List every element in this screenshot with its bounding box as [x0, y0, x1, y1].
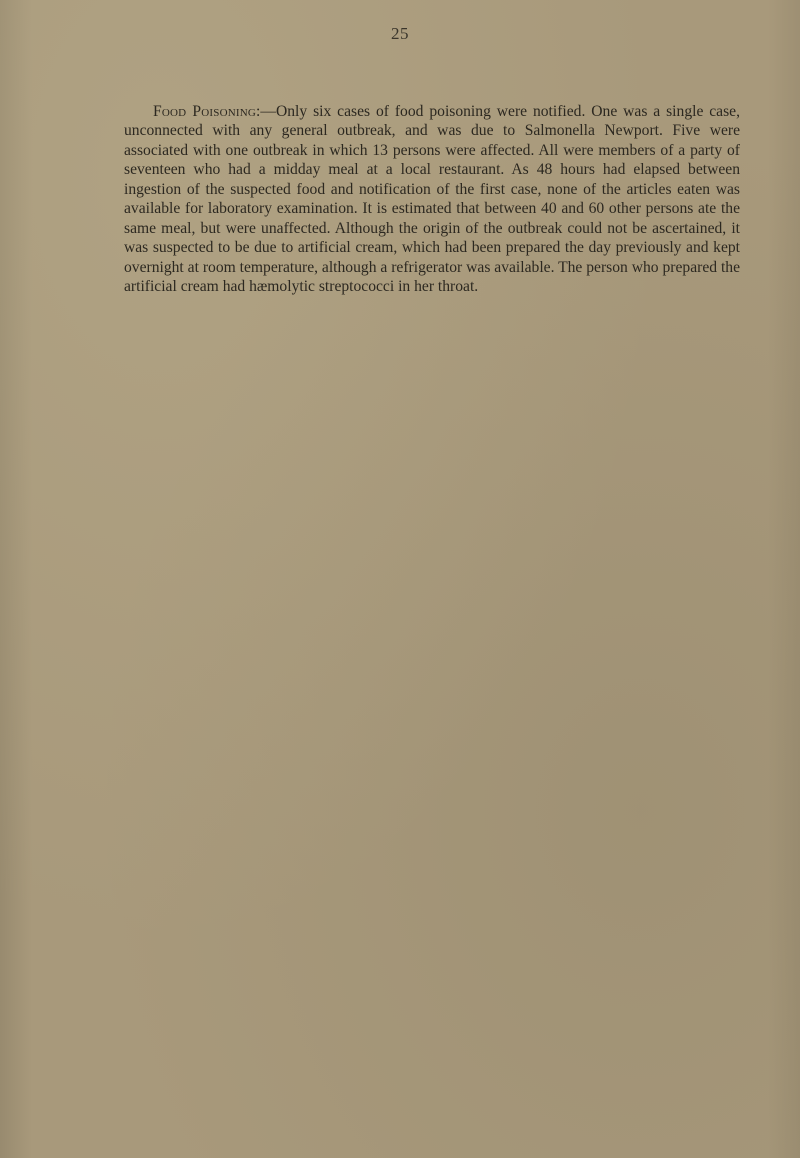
- heading-separator: :—: [256, 102, 276, 120]
- food-poisoning-paragraph: [124, 102, 740, 297]
- paragraph-body: Only six cases of food poisoning were notified. One was a single case, unconnected with any general outbreak, and was due to Salmonella Newport. Five were associated with one outbreak in which 13 persons were affected. All were members of a party of seventeen who had a midday meal at a local restaurant. As 48 hours had elapsed between ingestion of the suspected food and notification of the first case, none of the articles eaten was available for laboratory examination. It is estimated that between 40 and 60 other persons ate the same meal, but were unaffected. Although the origin of the outbreak could not be ascertained, it was suspected to be due to artificial cream, which had been prepared the day previously and kept overnight at room temperature, although a refrigerator was available. The person who prepared the artificial cream had hæmolytic streptococci in her throat.: [124, 102, 740, 296]
- section-heading: Food Poisoning: [153, 102, 257, 120]
- page-number: 25: [391, 24, 409, 43]
